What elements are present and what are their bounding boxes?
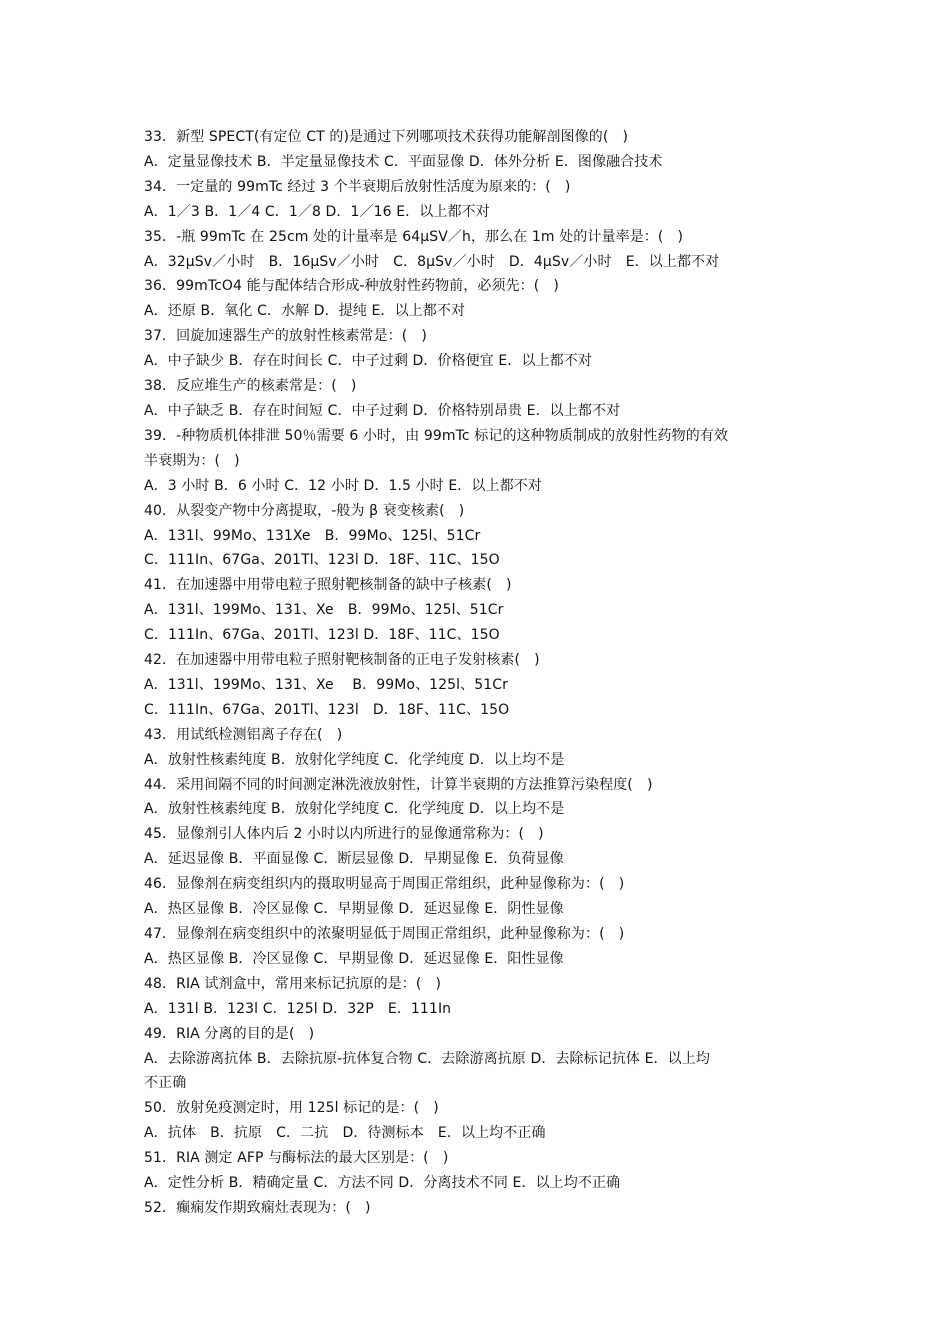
text-line: A．中子缺乏 B．存在时间短 C．中子过剩 D．价格特别昂贵 E．以上都不对 [144, 402, 621, 419]
text-line: 50．放射免疫测定时，用 125l 标记的是：( ) [144, 1100, 439, 1117]
text-line: A．还原 B．氧化 C．水解 D．提纯 E．以上都不对 [144, 303, 466, 320]
text-line: C．111In、67Ga、201Tl、123l D．18F、11C、15O [144, 552, 500, 569]
text-line: 42．在加速器中用带电粒子照射靶核制备的正电子发射核素( ) [144, 652, 540, 669]
text-line: A．131l、199Mo、131、Xe B．99Mo、125l、51Cr [144, 676, 509, 693]
text-line: A．去除游离抗体 B．去除抗原-抗体复合物 C．去除游离抗原 D．去除标记抗体 E．以上均 [144, 1050, 710, 1067]
text-line: A．131l、199Mo、131、Xe B．99Mo、125l、51Cr [144, 602, 504, 619]
text-line: 45．显像剂引人体内后 2 小时以内所进行的显像通常称为：( ) [144, 826, 544, 843]
text-line: 49．RIA 分离的目的是( ) [144, 1025, 315, 1042]
text-line: 51．RIA 测定 AFP 与酶标法的最大区别是：( ) [144, 1150, 449, 1167]
text-line: A．1／3 B．1／4 C．1／8 D．1／16 E．以上都不对 [144, 203, 490, 220]
text-line: A．32μSv／小时 B．16μSv／小时 C．8μSv／小时 D．4μSv／小时 E．以上都不对 [144, 253, 720, 270]
text-line: A．热区显像 B．冷区显像 C．早期显像 D．延迟显像 E．阴性显像 [144, 901, 564, 918]
text-line: A．3 小时 B．6 小时 C．12 小时 D．1.5 小时 E．以上都不对 [144, 477, 542, 494]
text-line: 40．从裂变产物中分离提取，-般为 β 衰变核素( ) [144, 502, 465, 519]
question-list [144, 125, 820, 1221]
text-line: A．抗体 B．抗原 C．二抗 D．待测标本 E．以上均不正确 [144, 1125, 546, 1142]
text-line: 34．一定量的 99mTc 经过 3 个半衰期后放射性活度为原来的：( ) [144, 178, 571, 195]
text-line: A．放射性核素纯度 B．放射化学纯度 C．化学纯度 D．以上均不是 [144, 751, 565, 768]
text-line: 37．回旋加速器生产的放射性核素常是：( ) [144, 328, 427, 345]
text-line: C．111In、67Ga、201Tl、123l D．18F、11C、15O [144, 701, 510, 718]
text-line: A．131l、99Mo、131Xe B．99Mo、125l、51Cr [144, 527, 481, 544]
text-line: 52．癫痫发作期致痫灶表现为：( ) [144, 1199, 371, 1216]
text-line: 44．采用间隔不同的时间测定淋洗液放射性，计算半衰期的方法推算污染程度( ) [144, 776, 653, 793]
text-line: 不正确 [144, 1075, 187, 1092]
text-line: 43．用试纸检测铝离子存在( ) [144, 726, 343, 743]
text-line: A．放射性核素纯度 B．放射化学纯度 C．化学纯度 D．以上均不是 [144, 801, 565, 818]
text-line: A．定性分析 B．精确定量 C．方法不同 D．分离技术不同 E．以上均不正确 [144, 1175, 621, 1192]
text-line: C．111In、67Ga、201Tl、123l D．18F、11C、15O [144, 627, 500, 644]
text-line: 33．新型 SPECT(有定位 CT 的)是通过下列哪项技术获得功能解剖图像的( ) [144, 129, 629, 145]
text-line: 41．在加速器中用带电粒子照射靶核制备的缺中子核素( ) [144, 577, 512, 594]
text-line: 46．显像剂在病变组织内的摄取明显高于周围正常组织，此种显像称为：( ) [144, 876, 625, 893]
text-line: 35．-瓶 99mTc 在 25cm 处的计量率是 64μSV／h，那么在 1m 处的计量率是：( ) [144, 228, 684, 245]
text-line: A．定量显像技术 B．半定量显像技术 C．平面显像 D．体外分析 E．图像融合技术 [144, 153, 663, 170]
text-line: 38．反应堆生产的核素常是：( ) [144, 378, 357, 395]
text-line: 半衰期为：( ) [144, 452, 240, 469]
text-line: 48．RIA 试剂盒中，常用来标记抗原的是：( ) [144, 975, 442, 992]
text-line: A．热区显像 B．冷区显像 C．早期显像 D．延迟显像 E．阳性显像 [144, 950, 564, 967]
text-line: 36．99mTcO4 能与配体结合形成-种放射性药物前，必须先：( ) [144, 278, 559, 295]
text-line: A．中子缺少 B．存在时间长 C．中子过剩 D．价格便宜 E．以上都不对 [144, 353, 592, 370]
text-line: A．延迟显像 B．平面显像 C．断层显像 D．早期显像 E．负荷显像 [144, 851, 564, 868]
text-line: A．131l B．123l C．125l D．32P E．111In [144, 1000, 452, 1017]
text-line: 39．-种物质机体排泄 50％需要 6 小时，由 99mTc 标记的这种物质制成的放射性药物的有效 [144, 427, 729, 444]
text-line: 47．显像剂在病变组织中的浓聚明显低于周围正常组织，此种显像称为：( ) [144, 926, 625, 942]
